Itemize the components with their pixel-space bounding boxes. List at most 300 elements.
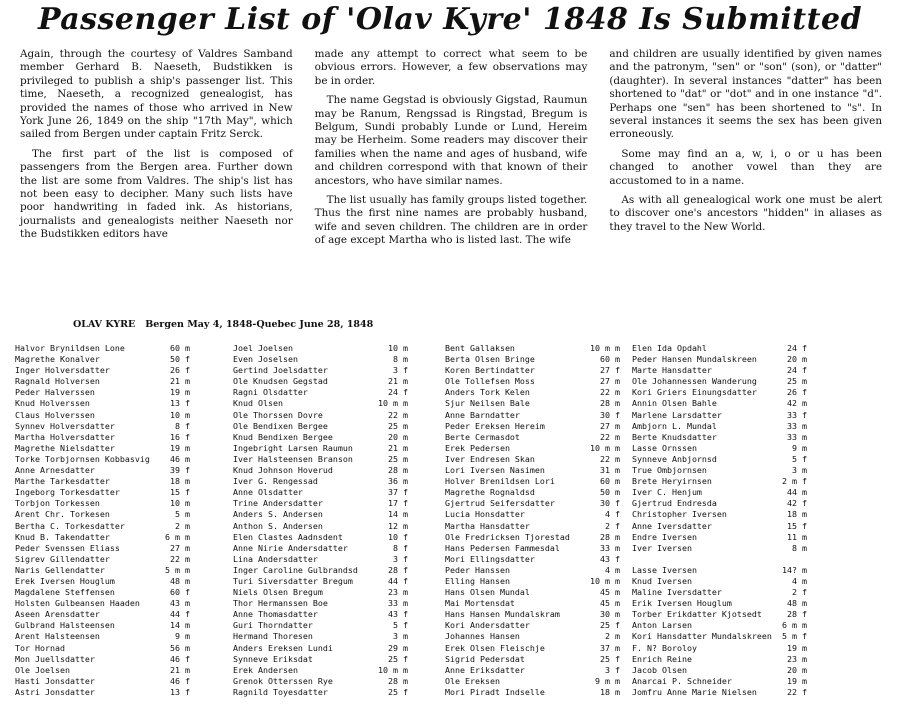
passenger-row bbox=[233, 343, 408, 354]
passenger-name: True Ombjornsen bbox=[632, 465, 707, 476]
passenger-age-sex: 42 m bbox=[787, 398, 807, 409]
passenger-name: Ole Bendixen Bergee bbox=[233, 420, 328, 431]
passenger-row bbox=[15, 676, 190, 687]
passenger-name: Guri Thorndatter bbox=[233, 620, 313, 631]
passenger-row bbox=[15, 565, 190, 576]
passenger-age-sex: 2 m f bbox=[782, 476, 807, 487]
passenger-row bbox=[445, 398, 620, 409]
passenger-row bbox=[15, 387, 190, 398]
passenger-age-sex: 60 m bbox=[170, 343, 190, 353]
passenger-name: Lasse Iversen bbox=[632, 564, 697, 575]
passenger-name: Lina Andersdatter bbox=[233, 553, 318, 564]
passenger-age-sex: 50 m bbox=[600, 487, 620, 498]
passenger-age-sex: 33 f bbox=[787, 409, 807, 420]
passenger-row bbox=[632, 343, 807, 354]
passenger-row bbox=[233, 532, 408, 543]
passenger-name: Torbjon Torkessen bbox=[15, 498, 100, 509]
passenger-age-sex: 11 m bbox=[787, 531, 807, 542]
passenger-age-sex: 14? m bbox=[782, 564, 807, 575]
passenger-name: Hans Olsen Mundal bbox=[445, 587, 530, 598]
passenger-age-sex: 10 f bbox=[388, 531, 408, 542]
passenger-age-sex: 19 m bbox=[787, 642, 807, 653]
passenger-row bbox=[15, 354, 190, 365]
passenger-age-sex: 44 m bbox=[787, 487, 807, 498]
passenger-name: Mori Piradt Indselle bbox=[445, 686, 545, 697]
passenger-name: Anton Larsen bbox=[632, 620, 692, 631]
article-column-2 bbox=[315, 48, 588, 310]
passenger-name: Erek Pedersen bbox=[445, 442, 510, 453]
passenger-name: Grenok Otterssen Rye bbox=[233, 675, 333, 686]
passenger-name: Holver Brenildsen Lori bbox=[445, 476, 555, 487]
passenger-name: Ole Joelsen bbox=[15, 664, 70, 675]
passenger-age-sex: 50 f bbox=[170, 354, 190, 365]
passenger-name: Knud Holverssen bbox=[15, 398, 90, 409]
passenger-age-sex: 26 f bbox=[170, 365, 190, 376]
passenger-age-sex: 39 f bbox=[170, 465, 190, 476]
passenger-row bbox=[632, 487, 807, 498]
passenger-age-sex: 44 f bbox=[388, 575, 408, 586]
passenger-age-sex: 17 f bbox=[388, 498, 408, 509]
passenger-name: Christopher Iversen bbox=[632, 509, 727, 520]
passenger-name: Iver G. Rengessad bbox=[233, 476, 318, 487]
passenger-row bbox=[15, 476, 190, 487]
passenger-name: Bertha C. Torkesdatter bbox=[15, 520, 125, 531]
passenger-name: Arent Chr. Torkesen bbox=[15, 509, 110, 520]
passenger-row bbox=[15, 421, 190, 432]
passenger-name: Marlene Larsdatter bbox=[632, 409, 722, 420]
passenger-name: Magrethe Konalver bbox=[15, 354, 100, 365]
passenger-row bbox=[632, 354, 807, 365]
passenger-age-sex: 3 m bbox=[393, 631, 408, 642]
passenger-name: Peder Svenssen Eliass bbox=[15, 542, 120, 553]
passenger-name: Martha Hansdatter bbox=[445, 520, 530, 531]
passenger-row bbox=[445, 421, 620, 432]
passenger-row bbox=[233, 443, 408, 454]
passenger-row bbox=[233, 576, 408, 587]
passenger-name: Iver C. Henjum bbox=[632, 487, 702, 498]
passenger-age-sex: 18 m bbox=[600, 686, 620, 697]
passenger-age-sex: 44 f bbox=[170, 609, 190, 620]
passenger-age-sex: 23 m bbox=[388, 587, 408, 598]
passenger-age-sex: 10 m bbox=[388, 343, 408, 353]
passenger-row bbox=[632, 498, 807, 509]
passenger-row bbox=[632, 631, 807, 642]
passenger-row bbox=[233, 465, 408, 476]
passenger-name: Sigrev Gillendatter bbox=[15, 553, 110, 564]
passenger-name: Gertind Joelsdatter bbox=[233, 365, 328, 376]
passenger-row bbox=[632, 476, 807, 487]
passenger-row bbox=[233, 543, 408, 554]
passenger-age-sex: 24 f bbox=[388, 387, 408, 398]
passenger-age-sex: 10 m m bbox=[378, 664, 408, 675]
passenger-row bbox=[632, 587, 807, 598]
passenger-row bbox=[632, 365, 807, 376]
passenger-row bbox=[233, 354, 408, 365]
passenger-age-sex: 8 f bbox=[175, 420, 190, 431]
passenger-row bbox=[445, 665, 620, 676]
passenger-name: Anne Thomasdatter bbox=[233, 609, 318, 620]
passenger-age-sex: 37 f bbox=[388, 487, 408, 498]
manifest-title bbox=[73, 319, 383, 330]
passenger-name: Bent Gallaksen bbox=[445, 343, 515, 353]
passenger-name: Thor Hermanssen Boe bbox=[233, 598, 328, 609]
passenger-name: Anne Nirie Andersdatter bbox=[233, 542, 348, 553]
passenger-age-sex: 5 m m bbox=[165, 564, 190, 575]
passenger-name: Marthe Tarkesdatter bbox=[15, 476, 110, 487]
passenger-row bbox=[632, 665, 807, 676]
passenger-column-3 bbox=[445, 343, 620, 698]
passenger-age-sex: 22 m bbox=[600, 387, 620, 398]
passenger-name: Niels Olsen Bregum bbox=[233, 587, 323, 598]
passenger-row bbox=[233, 687, 408, 698]
paragraph: and children are usually identified by given names and the patronym, "sen" or "son" (son), or "datter" (daughter). In several instances "datter" has been shortened to "dat" or "dot" and in one instance "d". Perhaps one "sen" has been shortened to "s". In several instances it seems the sex has been given erroneously. bbox=[609, 48, 883, 141]
passenger-age-sex: 25 f bbox=[388, 686, 408, 697]
passenger-row bbox=[445, 631, 620, 642]
passenger-name: Erek Andersen bbox=[233, 664, 298, 675]
passenger-name: Ragnild Toyesdatter bbox=[233, 686, 328, 697]
passenger-age-sex: 4 m bbox=[792, 575, 807, 586]
passenger-name: Hans Hansen Mundalskram bbox=[445, 609, 560, 620]
passenger-name: Ole Thorssen Dovre bbox=[233, 409, 323, 420]
passenger-age-sex: 6 m m bbox=[165, 531, 190, 542]
passenger-row bbox=[233, 454, 408, 465]
passenger-age-sex: 20 m bbox=[388, 431, 408, 442]
passenger-row bbox=[15, 654, 190, 665]
passenger-name: Knud Olsen bbox=[233, 398, 283, 409]
passenger-row bbox=[632, 521, 807, 532]
passenger-age-sex: 22 f bbox=[787, 686, 807, 697]
passenger-age-sex: 25 m bbox=[388, 453, 408, 464]
passenger-age-sex: 3 f bbox=[393, 553, 408, 564]
passenger-age-sex: 21 m bbox=[388, 442, 408, 453]
passenger-name: Naris Gellendatter bbox=[15, 564, 105, 575]
passenger-age-sex: 20 m bbox=[787, 354, 807, 365]
passenger-name: Ingebright Larsen Raumun bbox=[233, 442, 353, 453]
passenger-name: Berta Olsen Bringe bbox=[445, 354, 535, 365]
passenger-row bbox=[15, 432, 190, 443]
passenger-row bbox=[632, 532, 807, 543]
passenger-name: Kori Hansdatter Mundalskreen bbox=[632, 631, 772, 642]
passenger-row bbox=[632, 598, 807, 609]
passenger-row bbox=[233, 631, 408, 642]
passenger-name: Inger Caroline Gulbrandsd bbox=[233, 564, 358, 575]
passenger-age-sex: 48 m bbox=[170, 575, 190, 586]
passenger-age-sex: 22 m bbox=[388, 409, 408, 420]
passenger-age-sex: 25 f bbox=[600, 620, 620, 631]
passenger-name: Erek Iversen Houglum bbox=[15, 575, 115, 586]
passenger-name: Martha Holversdatter bbox=[15, 431, 115, 442]
passenger-row bbox=[445, 687, 620, 698]
passenger-name: Hasti Jonsdatter bbox=[15, 675, 95, 686]
passenger-row bbox=[15, 487, 190, 498]
passenger-age-sex: 46 f bbox=[170, 675, 190, 686]
passenger-age-sex: 33 m bbox=[600, 542, 620, 553]
passenger-name: Anthon S. Andersen bbox=[233, 520, 323, 531]
passenger-row bbox=[15, 665, 190, 676]
passenger-row bbox=[233, 598, 408, 609]
passenger-name: Trine Andersdatter bbox=[233, 498, 323, 509]
passenger-row bbox=[632, 554, 807, 565]
passenger-age-sex: 46 m bbox=[170, 453, 190, 464]
passenger-row bbox=[632, 620, 807, 631]
passenger-row bbox=[445, 498, 620, 509]
passenger-row bbox=[233, 432, 408, 443]
passenger-age-sex: 2 m bbox=[175, 520, 190, 531]
passenger-row bbox=[15, 598, 190, 609]
passenger-name: Mori Ellingsdatter bbox=[445, 553, 535, 564]
passenger-name: Ole Johannessen Wanderung bbox=[632, 376, 757, 387]
passenger-name: Annin Olsen Bahle bbox=[632, 398, 717, 409]
passenger-name: Kori Griers Einungsdatter bbox=[632, 387, 757, 398]
passenger-name: Astri Jonsdatter bbox=[15, 686, 95, 697]
passenger-name: Torber Erikdatter Kjotsedt bbox=[632, 609, 762, 620]
passenger-row bbox=[15, 587, 190, 598]
passenger-row bbox=[15, 631, 190, 642]
passenger-age-sex: 27 m bbox=[600, 420, 620, 431]
passenger-name: Lasse Ornssen bbox=[632, 442, 697, 453]
passenger-age-sex: 48 m bbox=[787, 598, 807, 609]
passenger-age-sex: 21 m bbox=[170, 376, 190, 387]
passenger-age-sex: 28 m bbox=[388, 675, 408, 686]
passenger-name: Hans Pedersen Fammesdal bbox=[445, 542, 560, 553]
passenger-row bbox=[15, 343, 190, 354]
passenger-row bbox=[632, 410, 807, 421]
passenger-row bbox=[445, 410, 620, 421]
passenger-row bbox=[445, 465, 620, 476]
passenger-age-sex: 45 m bbox=[600, 587, 620, 598]
passenger-row bbox=[15, 498, 190, 509]
passenger-row bbox=[445, 598, 620, 609]
passenger-age-sex: 5 m f bbox=[782, 631, 807, 642]
passenger-name: Ole Tollefsen Moss bbox=[445, 376, 535, 387]
passenger-row bbox=[632, 543, 807, 554]
passenger-age-sex: 33 m bbox=[787, 420, 807, 431]
passenger-name: Koren Bertindatter bbox=[445, 365, 535, 376]
passenger-row bbox=[233, 521, 408, 532]
passenger-age-sex: 18 m bbox=[170, 476, 190, 487]
passenger-age-sex: 26 f bbox=[787, 387, 807, 398]
passenger-age-sex: 8 f bbox=[393, 542, 408, 553]
passenger-age-sex: 43 f bbox=[600, 553, 620, 564]
passenger-name: Enrich Reine bbox=[632, 653, 692, 664]
passenger-row bbox=[445, 654, 620, 665]
passenger-name: Brete Heryirnsen bbox=[632, 476, 712, 487]
passenger-age-sex: 27 m bbox=[170, 542, 190, 553]
passenger-age-sex: 10 m m bbox=[590, 442, 620, 453]
passenger-age-sex: 14 m bbox=[170, 620, 190, 631]
passenger-row bbox=[15, 509, 190, 520]
paragraph: The list usually has family groups listed together. Thus the first nine names are probably husband, wife and seven children. The children are in order of age except Martha who is listed last. The wife bbox=[314, 194, 588, 247]
passenger-row bbox=[445, 543, 620, 554]
passenger-name: Arent Halsteensen bbox=[15, 631, 100, 642]
passenger-row bbox=[233, 654, 408, 665]
passenger-row bbox=[233, 498, 408, 509]
passenger-age-sex: 9 m bbox=[175, 631, 190, 642]
passenger-age-sex: 33 m bbox=[787, 431, 807, 442]
passenger-row bbox=[15, 620, 190, 631]
passenger-row bbox=[445, 443, 620, 454]
passenger-name: F. N? Boroloy bbox=[632, 642, 697, 653]
passenger-name: Ambjorn L. Mundal bbox=[632, 420, 717, 431]
passenger-age-sex: 3 m bbox=[792, 465, 807, 476]
passenger-age-sex: 28 m bbox=[600, 398, 620, 409]
passenger-age-sex: 20 m bbox=[787, 664, 807, 675]
passenger-age-sex: 10 m m bbox=[590, 343, 620, 353]
passenger-name: Synneve Eriksdat bbox=[233, 653, 313, 664]
passenger-name: Synneve Anbjornsd bbox=[632, 453, 717, 464]
passenger-age-sex: 60 f bbox=[170, 587, 190, 598]
passenger-name: Erek Olsen Fleischje bbox=[445, 642, 545, 653]
passenger-row bbox=[233, 643, 408, 654]
passenger-age-sex: 28 m bbox=[388, 465, 408, 476]
passenger-row bbox=[632, 654, 807, 665]
passenger-age-sex: 2 m bbox=[605, 631, 620, 642]
passenger-row bbox=[233, 620, 408, 631]
passenger-name: Halvor Brynildsen Lone bbox=[15, 343, 125, 353]
passenger-name: Even Joselsen bbox=[233, 354, 298, 365]
passenger-age-sex: 28 m bbox=[600, 531, 620, 542]
passenger-age-sex: 22 m bbox=[600, 431, 620, 442]
passenger-row bbox=[233, 676, 408, 687]
voyage-route: Bergen May 4, 1848-Quebec June 28, 1848 bbox=[145, 319, 374, 330]
passenger-age-sex: 28 f bbox=[388, 564, 408, 575]
passenger-age-sex: 27 m bbox=[600, 376, 620, 387]
passenger-row bbox=[445, 620, 620, 631]
passenger-name: Elen Clastes Aadnsdent bbox=[233, 531, 343, 542]
passenger-row bbox=[233, 509, 408, 520]
passenger-name: Elling Hansen bbox=[445, 575, 510, 586]
passenger-age-sex: 5 m bbox=[175, 509, 190, 520]
passenger-row bbox=[632, 465, 807, 476]
passenger-age-sex: 25 f bbox=[388, 653, 408, 664]
passenger-age-sex: 36 m bbox=[388, 476, 408, 487]
passenger-age-sex: 37 m bbox=[600, 642, 620, 653]
passenger-row bbox=[445, 565, 620, 576]
passenger-name: Hermand Thoresen bbox=[233, 631, 313, 642]
passenger-name: Magrethe Rognaldsd bbox=[445, 487, 535, 498]
passenger-age-sex: 2 f bbox=[792, 587, 807, 598]
passenger-name: Ole Fredricksen Tjorestad bbox=[445, 531, 570, 542]
passenger-name: Peder Hansen Mundalskreen bbox=[632, 354, 757, 365]
passenger-row bbox=[15, 398, 190, 409]
passenger-age-sex: 19 m bbox=[787, 675, 807, 686]
passenger-row bbox=[632, 676, 807, 687]
passenger-name: Torke Torbjornsen Kobbasvig bbox=[15, 453, 150, 464]
passenger-row bbox=[15, 609, 190, 620]
paragraph: As with all genealogical work one must be alert to discover one's ancestors "hidden" in aliases as they travel to the New World. bbox=[609, 194, 883, 233]
passenger-name: Jomfru Anne Marie Nielsen bbox=[632, 686, 757, 697]
passenger-row bbox=[632, 509, 807, 520]
passenger-row bbox=[445, 343, 620, 354]
passenger-row bbox=[233, 476, 408, 487]
passenger-name: Lucia Honsdatter bbox=[445, 509, 525, 520]
passenger-row bbox=[233, 587, 408, 598]
passenger-name: Anne Arnesdatter bbox=[15, 465, 95, 476]
passenger-name: Ragni Olsdatter bbox=[233, 387, 308, 398]
passenger-name: Knud Bendixen Bergee bbox=[233, 431, 333, 442]
passenger-age-sex: 22 m bbox=[170, 553, 190, 564]
passenger-row bbox=[632, 398, 807, 409]
article-column-1 bbox=[20, 48, 293, 310]
passenger-age-sex: 13 f bbox=[170, 686, 190, 697]
passenger-column-1 bbox=[15, 343, 190, 698]
passenger-name: Ole Knudsen Gegstad bbox=[233, 376, 328, 387]
passenger-age-sex: 60 m bbox=[600, 476, 620, 487]
passenger-row bbox=[445, 365, 620, 376]
passenger-age-sex: 5 f bbox=[792, 453, 807, 464]
passenger-name: Marte Hansdatter bbox=[632, 365, 712, 376]
passenger-row bbox=[233, 376, 408, 387]
article-body bbox=[20, 48, 882, 310]
passenger-name: Ragnald Holversen bbox=[15, 376, 100, 387]
passenger-name: Gjertrud Endresda bbox=[632, 498, 717, 509]
passenger-name: Anne Barndatter bbox=[445, 409, 520, 420]
passenger-age-sex: 10 m bbox=[170, 409, 190, 420]
passenger-name: Anne Olsdatter bbox=[233, 487, 303, 498]
passenger-age-sex: 10 m m bbox=[590, 575, 620, 586]
passenger-name: Knud Iversen bbox=[632, 575, 692, 586]
passenger-name: Magrethe Nielsdatter bbox=[15, 442, 115, 453]
passenger-age-sex: 15 f bbox=[170, 487, 190, 498]
ship-name: OLAV KYRE bbox=[73, 319, 136, 330]
passenger-age-sex: 14 m bbox=[388, 509, 408, 520]
passenger-name: Magdalene Steffensen bbox=[15, 587, 115, 598]
passenger-name: Iver Endresen Skan bbox=[445, 453, 535, 464]
passenger-row bbox=[445, 354, 620, 365]
passenger-row bbox=[445, 476, 620, 487]
passenger-age-sex: 24 f bbox=[787, 365, 807, 376]
passenger-name: Anders Tork Kelen bbox=[445, 387, 530, 398]
passenger-age-sex: 10 m bbox=[170, 498, 190, 509]
passenger-row bbox=[15, 365, 190, 376]
passenger-row bbox=[15, 532, 190, 543]
passenger-row bbox=[233, 410, 408, 421]
passenger-row bbox=[445, 521, 620, 532]
passenger-age-sex: 43 f bbox=[388, 609, 408, 620]
passenger-row bbox=[445, 487, 620, 498]
passenger-age-sex: 12 m bbox=[388, 520, 408, 531]
passenger-age-sex: 21 m bbox=[388, 376, 408, 387]
passenger-age-sex: 22 m bbox=[600, 453, 620, 464]
passenger-row bbox=[233, 387, 408, 398]
passenger-age-sex: 25 m bbox=[787, 376, 807, 387]
passenger-name: Jacob Olsen bbox=[632, 664, 687, 675]
passenger-age-sex: 60 m bbox=[600, 354, 620, 365]
passenger-name: Gjertrud Seifersdatter bbox=[445, 498, 555, 509]
passenger-name: Anarcai P. Schneider bbox=[632, 675, 732, 686]
passenger-age-sex: 4 m bbox=[605, 564, 620, 575]
passenger-row bbox=[233, 398, 408, 409]
passenger-name: Kori Andersdatter bbox=[445, 620, 530, 631]
passenger-name: Sigrid Pedersdat bbox=[445, 653, 525, 664]
passenger-row bbox=[632, 687, 807, 698]
passenger-age-sex: 18 m bbox=[787, 509, 807, 520]
passenger-row bbox=[632, 432, 807, 443]
passenger-row bbox=[445, 509, 620, 520]
paragraph: The name Gegstad is obviously Gigstad, Raumun may be Ranum, Rengssad is Ringstad, Bregum is Belgum, Sundi probably Lunde or Lund, Hereim may be Herheim. Some readers may discover their families when the name and ages of husband, wife and children correspond with that known of their ancestors, who have similar names. bbox=[314, 94, 588, 187]
passenger-name: Anne Iversdatter bbox=[632, 520, 712, 531]
passenger-row bbox=[445, 587, 620, 598]
passenger-row bbox=[445, 609, 620, 620]
passenger-name: Peder Hanssen bbox=[445, 564, 510, 575]
passenger-row bbox=[15, 643, 190, 654]
passenger-row bbox=[632, 421, 807, 432]
passenger-name: Endre Iversen bbox=[632, 531, 697, 542]
passenger-name: Ole Ereksen bbox=[445, 675, 500, 686]
passenger-name: Elen Ida Opdahl bbox=[632, 343, 707, 353]
passenger-age-sex: 56 m bbox=[170, 642, 190, 653]
article-column-3 bbox=[609, 48, 882, 310]
